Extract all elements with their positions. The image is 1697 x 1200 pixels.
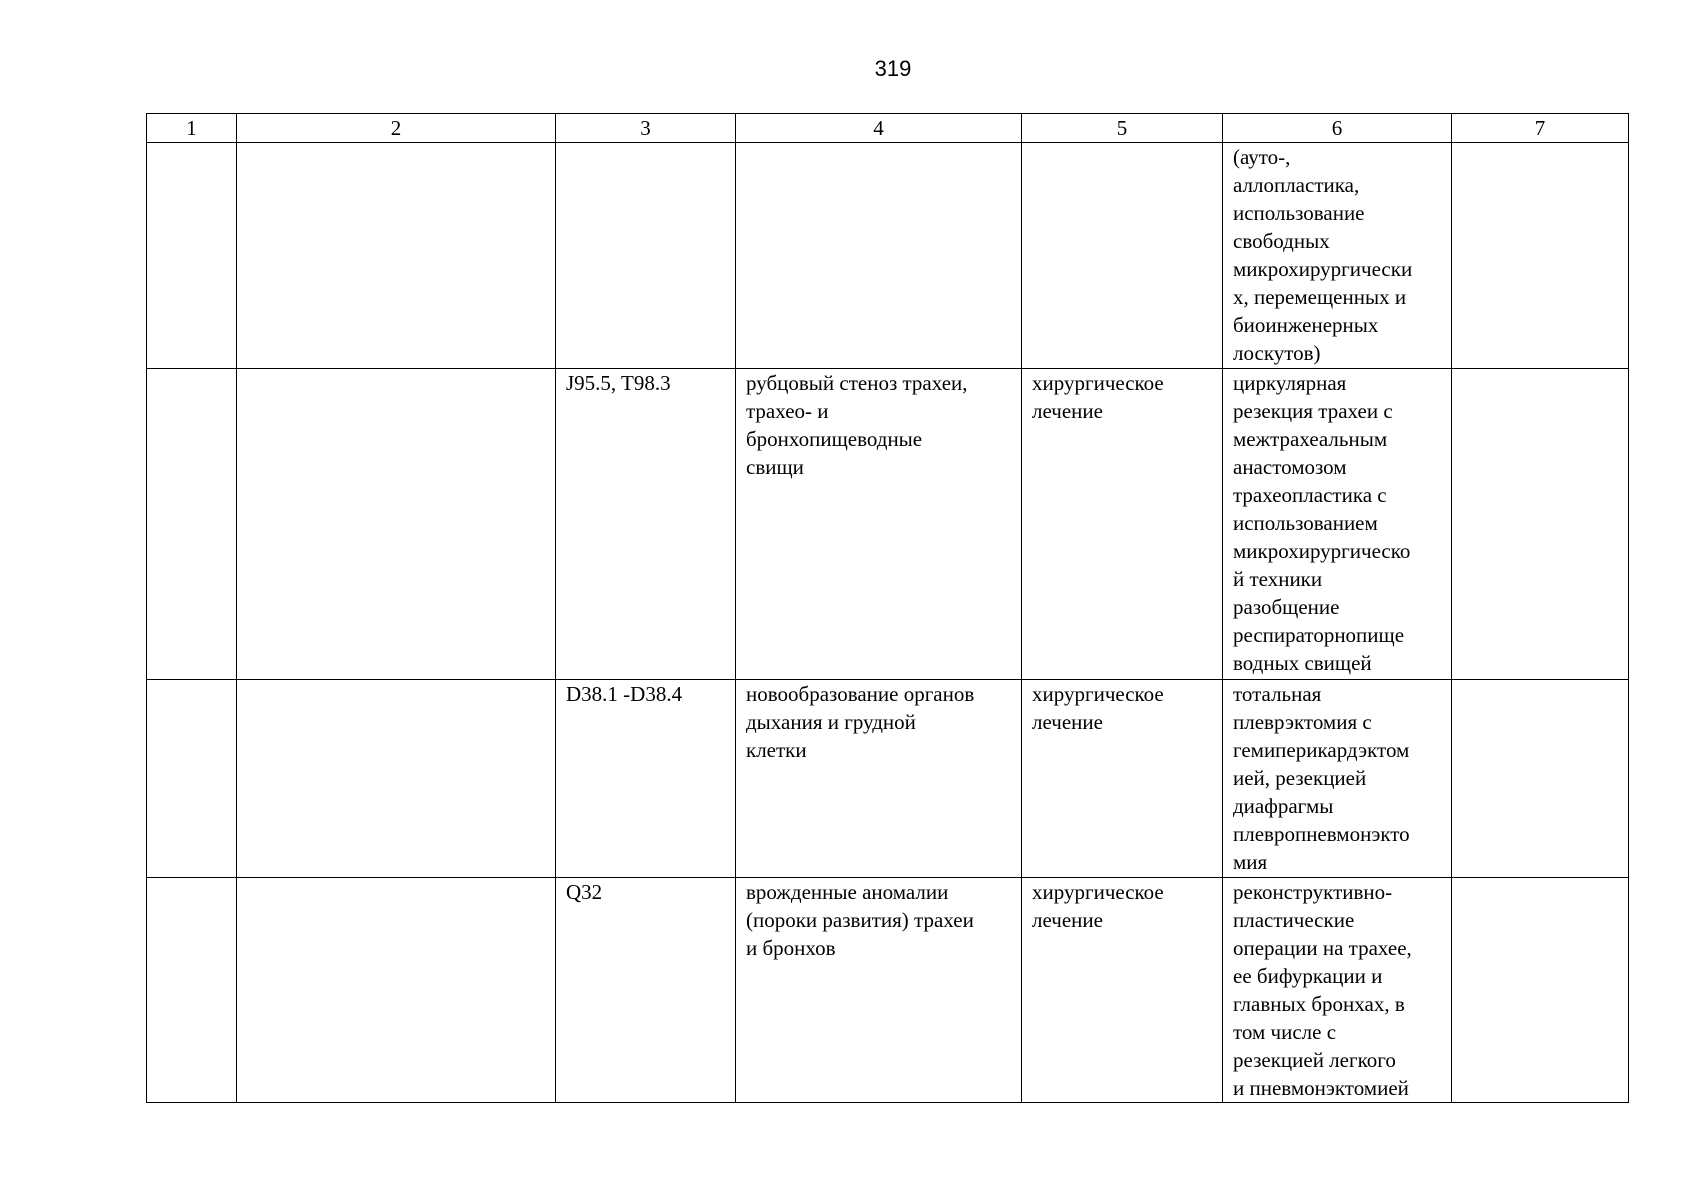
col2-cell	[237, 369, 556, 680]
col7-cell	[1452, 680, 1629, 878]
table-row	[147, 143, 1629, 369]
code-cell: J95.5, T98.3	[556, 369, 736, 680]
column-header-2: 2	[237, 114, 556, 143]
table-row	[147, 680, 1629, 878]
col7-cell	[1452, 878, 1629, 1103]
column-header-3: 3	[556, 114, 736, 143]
treatment-type-cell	[1022, 143, 1223, 369]
col1-cell	[147, 369, 237, 680]
diagnosis-cell: рубцовый стеноз трахеи, трахео- и бронхопищеводные свищи	[736, 369, 1022, 680]
treatment-type-cell: хирургическое лечение	[1022, 878, 1223, 1103]
col1-cell	[147, 680, 237, 878]
col7-cell	[1452, 369, 1629, 680]
table-row	[147, 878, 1629, 1103]
header-row	[147, 114, 1629, 143]
procedures-table	[146, 113, 1629, 1103]
column-header-4: 4	[736, 114, 1022, 143]
method-cell: (ауто-, аллопластика, использование свободных микрохирургически х, перемещенных и биоинженерных лоскутов)	[1223, 143, 1452, 369]
method-cell: циркулярная резекция трахеи с межтрахеальным анастомозом трахеопластика с использованием микрохирургическо й техники разобщение респираторнопище водных свищей	[1223, 369, 1452, 680]
column-header-5: 5	[1022, 114, 1223, 143]
treatment-type-cell: хирургическое лечение	[1022, 369, 1223, 680]
col2-cell	[237, 680, 556, 878]
col2-cell	[237, 143, 556, 369]
diagnosis-cell	[736, 143, 1022, 369]
col2-cell	[237, 878, 556, 1103]
method-cell: реконструктивно- пластические операции на трахее, ее бифуркации и главных бронхах, в том числе с резекцией легкого и пневмонэктомией	[1223, 878, 1452, 1103]
column-header-1: 1	[147, 114, 237, 143]
col1-cell	[147, 878, 237, 1103]
col1-cell	[147, 143, 237, 369]
treatment-type-cell: хирургическое лечение	[1022, 680, 1223, 878]
method-cell: тотальная плеврэктомия с гемиперикардэктом ией, резекцией диафрагмы плевропневмонэкто мия	[1223, 680, 1452, 878]
code-cell	[556, 143, 736, 369]
code-cell: D38.1 -D38.4	[556, 680, 736, 878]
column-header-7: 7	[1452, 114, 1629, 143]
code-cell: Q32	[556, 878, 736, 1103]
col7-cell	[1452, 143, 1629, 369]
page-number: 319	[874, 56, 912, 81]
column-header-6: 6	[1223, 114, 1452, 143]
table-row	[147, 369, 1629, 680]
diagnosis-cell: врожденные аномалии (пороки развития) трахеи и бронхов	[736, 878, 1022, 1103]
diagnosis-cell: новообразование органов дыхания и грудной клетки	[736, 680, 1022, 878]
